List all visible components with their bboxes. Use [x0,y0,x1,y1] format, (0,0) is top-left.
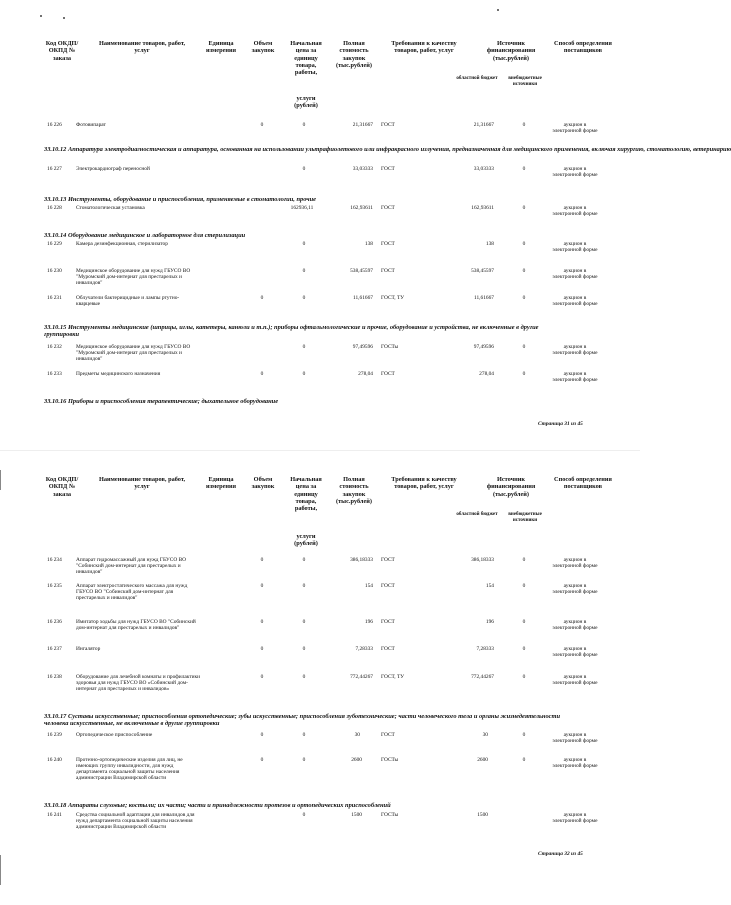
row-volume: 0 [260,583,264,589]
section-heading: 33.10.18 Аппараты слуховые; костыли; их части; части и принадлежности протезов и ортопедических приспособлений [44,802,391,809]
header-price: Начальная цена за единицу товара, работы, [290,476,322,513]
row-quality: ГОСТы [381,344,399,350]
row-total: 772,44267 [350,674,373,680]
header-quality: Требования к качеству товаров, работ, услуг [391,40,457,55]
row-method: аукцион в электронной форме [552,344,598,357]
row-total: 278,04 [358,371,373,377]
header-price-services: услуги (рублей) [294,95,318,110]
row-total: 1500 [351,812,362,818]
row-code: 16 238 [47,674,62,680]
section-heading: 33.10.13 Инструменты, оборудование и приспособления, применяемые в стоматологии, прочие [44,196,316,203]
row-price: 0 [302,812,306,818]
row-name: Облучатели бактерицидные и лампы ртутно-кварцевые [76,295,180,308]
row-code: 16 233 [47,371,62,377]
row-method: аукцион в электронной форме [552,646,598,659]
row-total: 538,45597 [350,268,373,274]
row-quality: ГОСТ [381,166,395,172]
row-regional: 772,44267 [471,674,494,680]
page-divider [0,450,640,451]
row-price: 0 [302,371,306,377]
header-name: Наименование товаров, работ, услуг [98,40,186,55]
row-regional: 21,31667 [473,122,494,128]
row-regional: 278,04 [479,371,494,377]
row-extra: 0 [522,241,526,247]
row-extra: 0 [522,646,526,652]
row-regional: 386,18333 [471,557,494,563]
row-name: Медицинское оборудование для нужд ГБУСО ВО "Муромский дом-интернат для престарелых и инвалидов" [76,268,191,287]
header-method: Способ определения поставщиков [554,476,612,491]
row-total: 7,28333 [355,646,373,652]
header-source-regional: областной бюджет [456,512,498,517]
header-volume: Объем закупок [251,476,275,491]
header-total: Полная стоимость закупок (тыс.рублей) [335,40,372,69]
row-price: 0 [302,757,306,763]
row-code: 16 231 [47,295,62,301]
row-total: 2600 [351,757,362,763]
row-regional: 11,61667 [473,295,494,301]
row-name: Аппарат гидромассажный для нужд ГБУСО ВО "Собинский дом-интернат для престарелых и инвалидов" [76,557,187,576]
row-name: Имитатор ходьбы для нужд ГБУСО ВО "Собинский дом-интернат для престарелых и инвалидов" [76,619,196,632]
header-price-services: услуги (рублей) [294,533,318,548]
header-source: Источник финансирования (тыс.рублей) [486,40,536,62]
row-extra: 0 [522,619,526,625]
header-code: Код ОКДП/ ОКПД № заказа [45,476,79,498]
header-code: Код ОКДП/ ОКПД № заказа [45,40,79,62]
row-total: 386,18333 [350,557,373,563]
row-total: 11,61667 [352,295,373,301]
row-volume: 0 [260,619,264,625]
row-volume: 0 [260,646,264,652]
row-quality: ГОСТ [381,583,395,589]
row-quality: ГОСТ [381,205,395,211]
header-price: Начальная цена за единицу товара, работы, [290,40,322,77]
row-price: 0 [302,122,306,128]
row-regional: 33,03333 [473,166,494,172]
row-code: 16 235 [47,583,62,589]
row-extra: 0 [522,757,526,763]
row-method: аукцион в электронной форме [552,732,598,745]
row-extra: 0 [522,732,526,738]
row-price: 0 [302,583,306,589]
header-unit: Единица измерения [205,476,237,491]
row-price: 0 [302,268,306,274]
row-method: аукцион в электронной форме [552,295,598,308]
page-number: Страница 32 из 45 [538,851,583,857]
row-extra: 0 [522,205,526,211]
row-method: аукцион в электронной форме [552,674,598,687]
header-method: Способ определения поставщиков [554,40,612,55]
row-code: 16 239 [47,732,62,738]
row-total: 162,93611 [350,205,373,211]
row-name: Медицинское оборудование для нужд ГБУСО ВО "Муромский дом-интернат для престарелых и инвалидов" [76,344,191,363]
header-total: Полная стоимость закупок (тыс.рублей) [335,476,372,505]
row-total: 33,03333 [352,166,373,172]
row-quality: ГОСТы [381,757,399,763]
row-price: 0 [302,646,306,652]
row-volume: 0 [260,557,264,563]
row-volume: 0 [260,371,264,377]
row-total: 138 [364,241,373,247]
row-price: 0 [302,732,306,738]
row-price: 0 [302,344,306,350]
row-quality: ГОСТ [381,371,395,377]
row-total: 154 [364,583,373,589]
row-code: 16 236 [47,619,62,625]
row-quality: ГОСТ [381,732,395,738]
row-method: аукцион в электронной форме [552,166,598,179]
scan-edge [0,470,1,490]
row-extra: 0 [522,557,526,563]
row-regional: 1500 [477,812,488,818]
header-name: Наименование товаров, работ, услуг [98,476,186,491]
row-quality: ГОСТ [381,619,395,625]
row-volume: 0 [260,732,264,738]
row-volume: 0 [260,122,264,128]
scan-speck [63,17,65,19]
row-method: аукцион в электронной форме [552,241,598,254]
row-total: 97,49596 [352,344,373,350]
row-method: аукцион в электронной форме [552,583,598,596]
row-name: Камера дезинфекционная, стерилизатор [76,241,168,247]
row-price: 0 [302,557,306,563]
page-number: Страница 31 из 45 [538,421,583,427]
row-code: 16 241 [47,812,62,818]
row-quality: ГОСТ [381,557,395,563]
row-name: Стоматологическая установка [76,205,145,211]
row-total: 21,31667 [352,122,373,128]
section-heading: 33.10.15 Инструменты медицинские (шприцы, иглы, катетеры, канюли и т.п.); приборы офтальмологические и прочие, оборудование и устройства, не включенные в другие группировки [44,324,539,339]
row-code: 16 232 [47,344,62,350]
row-method: аукцион в электронной форме [552,619,598,632]
row-regional: 97,49596 [473,344,494,350]
header-source-regional: областной бюджет [456,76,498,81]
header-quality: Требования к качеству товаров, работ, услуг [391,476,457,491]
section-heading: 33.10.14 Оборудование медицинское и лабораторное для стерилизации [44,232,246,239]
row-extra: 0 [522,583,526,589]
row-extra: 0 [522,166,526,172]
row-name: Оборудование для лечебной комнаты и профилактики здоровья для нужд ГБУСО ВО «Собинский дом-интернат для престарелых и инвалидов» [76,674,201,693]
row-regional: 2600 [477,757,488,763]
row-regional: 138 [485,241,494,247]
section-heading: 33.10.16 Приборы и приспособления терапевтические; дыхательное оборудование [44,398,279,405]
row-name: Предметы медицинского назначения [76,371,161,377]
row-name: Протезно-ортопедические изделия для лиц, не имеющих группу инвалидности, для нужд департамента социальной защиты населения администрации Владимирской области [76,757,183,782]
row-extra: 0 [522,122,526,128]
row-regional: 162,93611 [471,205,494,211]
row-extra: 0 [522,344,526,350]
row-volume: 0 [260,757,264,763]
scan-speck [497,9,499,11]
row-extra: 0 [522,674,526,680]
row-total: 196 [364,619,373,625]
row-name: Ингалятор [76,646,101,652]
row-quality: ГОСТ, ТУ [381,295,405,301]
row-name: Электрокардиограф переносной [76,166,150,172]
row-total: 30 [354,732,360,738]
row-code: 16 227 [47,166,62,172]
row-method: аукцион в электронной форме [552,122,598,135]
row-method: аукцион в электронной форме [552,557,598,570]
row-extra: 0 [522,371,526,377]
row-regional: 30 [482,732,488,738]
header-source-extra: внебюджетные источники [508,76,542,87]
row-price: 0 [302,166,306,172]
section-heading: 33.10.12 Аппаратура электродиагностическая и аппаратура, основанная на использовании ультрафиолетового или инфракрасного излучения, предназначенная для медицинского применения, включая хирургию, стоматологию, ветеринарию [44,146,731,153]
row-code: 16 234 [47,557,62,563]
row-method: аукцион в электронной форме [552,205,598,218]
row-price: 0 [302,619,306,625]
row-extra: 0 [522,295,526,301]
scan-speck [40,15,42,17]
row-volume: 0 [260,295,264,301]
scan-edge [0,855,1,885]
row-code: 16 240 [47,757,62,763]
row-name: Фотовипарат [76,122,106,128]
row-code: 16 237 [47,646,62,652]
row-quality: ГОСТ [381,646,395,652]
header-unit: Единица измерения [205,40,237,55]
row-quality: ГОСТ [381,122,395,128]
row-extra: 0 [522,268,526,274]
header-source: Источник финансирования (тыс.рублей) [486,476,536,498]
row-volume: 0 [260,674,264,680]
row-code: 16 228 [47,205,62,211]
row-code: 16 226 [47,122,62,128]
row-code: 16 229 [47,241,62,247]
row-price: 0 [302,241,306,247]
row-regional: 154 [485,583,494,589]
row-price: 0 [302,295,306,301]
row-quality: ГОСТ [381,268,395,274]
row-quality: ГОСТ, ТУ [381,674,405,680]
row-quality: ГОСТы [381,812,399,818]
row-method: аукцион в электронной форме [552,812,598,825]
row-code: 16 230 [47,268,62,274]
row-name: Средства социальной адаптации для инвалидов для нужд департамента социальной защиты населения администрации Владимирской области [76,812,195,831]
row-method: аукцион в электронной форме [552,268,598,281]
row-price: 162936,11 [290,205,314,211]
section-heading: 33.10.17 Суставы искусственные; приспособления ортопедические; зубы искусственные; приспособления зуботехнические; части человеческого тела и органы жизнедеятельности человека искусственные, не включенные в другие группировки [44,713,561,728]
row-name: Ортопедическое приспособление [76,732,153,738]
row-method: аукцион в электронной форме [552,757,598,770]
row-regional: 196 [485,619,494,625]
row-quality: ГОСТ [381,241,395,247]
row-price: 0 [302,674,306,680]
row-regional: 7,28333 [476,646,494,652]
row-regional: 538,45597 [471,268,494,274]
row-name: Аппарат электростатического массажа для нужд ГБУСО ВО "Собинский дом-интернат для престарелых и инвалидов" [76,583,188,602]
header-volume: Объем закупок [251,40,275,55]
header-source-extra: внебюджетные источники [508,512,542,523]
row-method: аукцион в электронной форме [552,371,598,384]
